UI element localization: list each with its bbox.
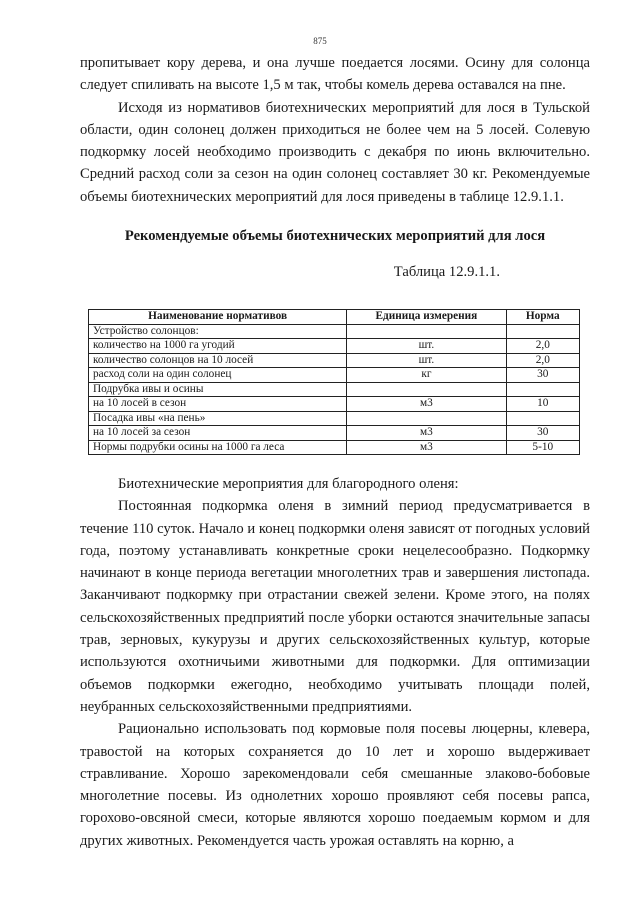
- paragraph: Исходя из нормативов биотехнических мероприятий для лося в Тульской области, один солонец должен приходиться не более чем на 5 лосей. Солевую подкормку лосей необходимо производить с декабря по июнь включительно. Средний расход соли за сезон на один солонец составляет 30 кг. Рекомендуемые объемы биотехнических мероприятий для лося приведены в таблице 12.9.1.1.: [80, 99, 590, 205]
- table-cell: 10: [506, 397, 579, 412]
- table-cell: Устройство солонцов:: [89, 324, 347, 339]
- table-cell: шт.: [347, 339, 506, 354]
- table-row: [89, 426, 580, 441]
- table-cell: кг: [347, 368, 506, 383]
- table-cell: [506, 324, 579, 339]
- table-row: [89, 440, 580, 455]
- table-cell: 2,0: [506, 339, 579, 354]
- intro-text: [80, 52, 590, 208]
- table-cell: 30: [506, 368, 579, 383]
- table-cell: м3: [347, 440, 506, 455]
- table-cell: [506, 411, 579, 426]
- column-header: Единица измерения: [347, 310, 506, 325]
- column-header: Норма: [506, 310, 579, 325]
- column-header: Наименование нормативов: [89, 310, 347, 325]
- table-cell: количество на 1000 га угодий: [89, 339, 347, 354]
- table-cell: 2,0: [506, 353, 579, 368]
- table-cell: Нормы подрубки осины на 1000 га леса: [89, 440, 347, 455]
- table-caption: Таблица 12.9.1.1.: [393, 264, 500, 280]
- table-header-row: [89, 310, 580, 325]
- table-cell: расход соли на один солонец: [89, 368, 347, 383]
- table-heading: Рекомендуемые объемы биотехнических мероприятий для лося: [124, 228, 546, 244]
- table-cell: м3: [347, 426, 506, 441]
- table-cell: Подрубка ивы и осины: [89, 382, 347, 397]
- paragraph: пропитывает кору дерева, и она лучше поедается лосями. Осину для солонца следует спиливать на высоте 1,5 м так, чтобы комель дерева оставался на пне.: [80, 55, 590, 94]
- table-row: [89, 411, 580, 426]
- table-cell: 5-10: [506, 440, 579, 455]
- table-row: [89, 339, 580, 354]
- page-number: 875: [313, 36, 327, 46]
- paragraph: Рационально использовать под кормовые поля посевы люцерны, клевера, травостой на которых сохраняется до 10 лет и хорошо выдерживает стравливание. Хорошо зарекомендовали себя смешанные злаково-бобовые многолетние посевы. Из однолетних хорошо проявляют себя посевы рапса, горохово-овсяной смеси, которые являются хорошо поедаемым кормом и для других животных. Рекомендуется часть урожая оставлять на корню, а: [80, 721, 590, 849]
- table-cell: Посадка ивы «на пень»: [89, 411, 347, 426]
- table-cell: [347, 324, 506, 339]
- table-row: [89, 353, 580, 368]
- table-cell: 30: [506, 426, 579, 441]
- table-row: [89, 382, 580, 397]
- table-cell: [347, 382, 506, 397]
- paragraph: Постоянная подкормка оленя в зимний период предусматривается в течение 110 суток. Начало и конец подкормки оленя зависят от погодных условий года, поэтому устанавливать конкретные сроки нецелесообразно. Подкормку начинают в конце периода вегетации многолетних трав и завершения листопада. Заканчивают подкормку при отрастании свежей зелени. Кроме этого, на полях сельскохозяйственных предприятий после уборки остаются значительные запасы трав, зерновых, кукурузы и других сельскохозяйственных культур, которые используются охотничьими животными для подкормки. Для оптимизации объемов подкормки ежегодно, необходимо учитывать площади полей, неубранных сельскохозяйственными предприятиями.: [80, 498, 590, 715]
- norms-table: [88, 309, 580, 455]
- table-cell: м3: [347, 397, 506, 412]
- table-cell: на 10 лосей за сезон: [89, 426, 347, 441]
- table-row: [89, 397, 580, 412]
- body-text: [80, 473, 590, 852]
- paragraph: Биотехнические мероприятия для благородного оленя:: [118, 476, 459, 492]
- table-cell: на 10 лосей в сезон: [89, 397, 347, 412]
- table-row: [89, 324, 580, 339]
- table-cell: [347, 411, 506, 426]
- table-cell: количество солонцов на 10 лосей: [89, 353, 347, 368]
- table-row: [89, 368, 580, 383]
- table-cell: шт.: [347, 353, 506, 368]
- table-cell: [506, 382, 579, 397]
